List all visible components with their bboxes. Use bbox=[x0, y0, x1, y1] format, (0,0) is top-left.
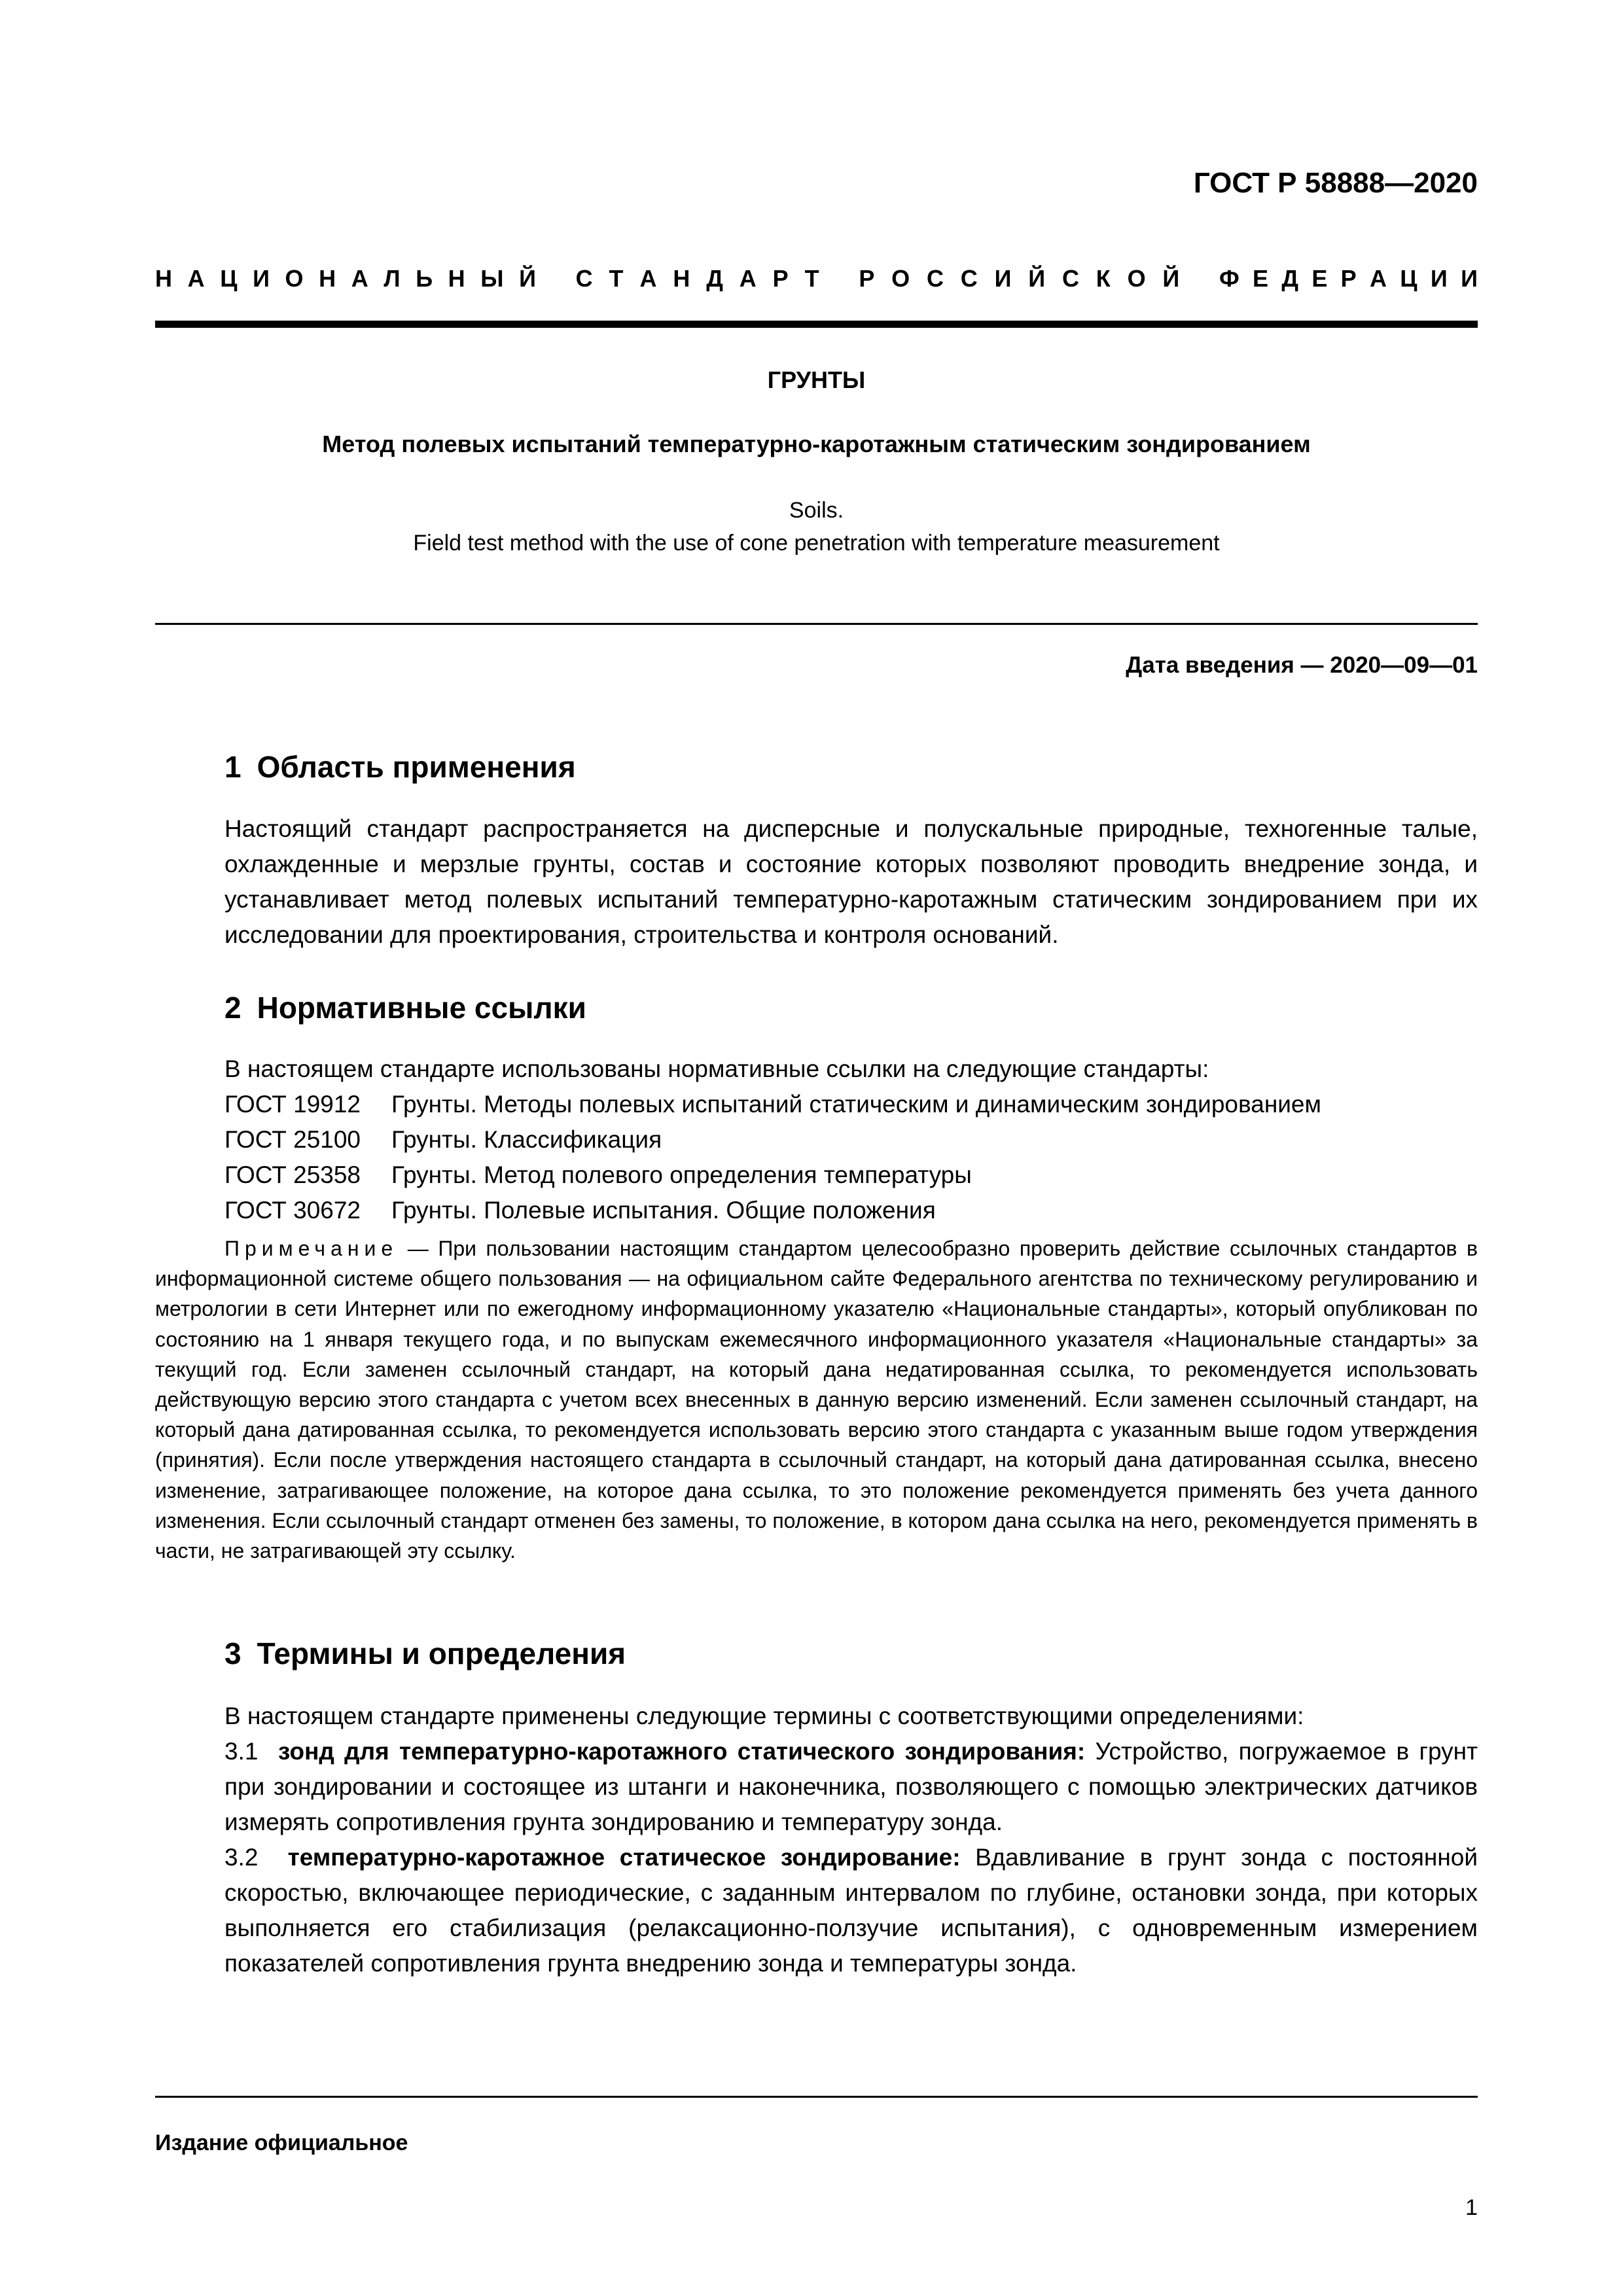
term-definition: Вдавливание в грунт зонда с постоянной скоростью, включающее периодические, с заданным интервалом по глубине, остановки зонда, при которых выполняется его стабилизация (релаксационно-ползучие испытания), с одновременным измерением показателей сопротивления грунта внедрению зонда и температуры зонда. bbox=[224, 1844, 1478, 1977]
introduction-date: Дата введения — 2020—09—01 bbox=[1126, 652, 1478, 678]
section-title: Термины и определения bbox=[257, 1636, 626, 1670]
references-note bbox=[155, 1233, 1478, 1566]
paragraph: Настоящий стандарт распространяется на дисперсные и полускальные природные, техногенные талые, охлажденные и мерзлые грунты, состав и состояние которых позволяют проводить внедрение зонда, и устанавливает метод полевых испытаний температурно-каротажным статическим зондированием при их исследовании для проектирования, строительства и контроля оснований. bbox=[224, 815, 1478, 948]
reference-code: ГОСТ 30672 bbox=[224, 1197, 361, 1224]
term-number: 3.1 bbox=[224, 1738, 259, 1765]
term-definition: Устройство, погружаемое в грунт при зондировании и состоящее из штанги и наконечника, позволяющего с помощью электрических датчиков измерять сопротивления грунта зондированию и температуру зонда. bbox=[224, 1738, 1478, 1835]
section-1-text bbox=[155, 811, 1478, 953]
term-paragraph bbox=[155, 1734, 1478, 1840]
section-number: 2 bbox=[224, 991, 241, 1025]
term-3-1 bbox=[155, 1734, 1478, 1840]
note-label: Примечание bbox=[224, 1237, 399, 1260]
term-paragraph bbox=[155, 1840, 1478, 1981]
national-standard-banner bbox=[155, 265, 1478, 292]
reference-title: Грунты. Полевые испытания. Общие положения bbox=[391, 1197, 936, 1224]
section-title: Нормативные ссылки bbox=[257, 991, 586, 1025]
english-title-line-2: Field test method with the use of cone penetration with temperature measurement bbox=[413, 531, 1220, 556]
official-edition-label: Издание официальное bbox=[155, 2130, 408, 2155]
term-number: 3.2 bbox=[224, 1844, 259, 1871]
reference-item bbox=[224, 1157, 972, 1193]
footer-divider bbox=[155, 2096, 1478, 2098]
banner-word-russian: Р О С С И Й С К О Й bbox=[859, 265, 1180, 292]
term-3-2 bbox=[155, 1840, 1478, 1981]
reference-code: ГОСТ 25100 bbox=[224, 1126, 361, 1153]
banner-word-federation: Ф Е Д Е Р А Ц И И bbox=[1219, 265, 1478, 292]
reference-title: Грунты. Методы полевых испытаний статическим и динамическим зондированием bbox=[391, 1091, 1321, 1118]
section-3-intro: В настоящем стандарте применены следующие термины с соответствующими определениями: bbox=[224, 1703, 1304, 1729]
english-title-line-1: Soils. bbox=[789, 498, 844, 523]
banner-word-standard: С Т А Н Д А Р Т bbox=[575, 265, 819, 292]
reference-item bbox=[224, 1193, 936, 1228]
reference-title: Грунты. Метод полевого определения температуры bbox=[391, 1161, 972, 1188]
term-name: зонд для температурно-каротажного статического зондирования: bbox=[278, 1738, 1086, 1765]
section-3-heading bbox=[224, 1636, 626, 1671]
document-subtitle: Метод полевых испытаний температурно-каротажным статическим зондированием bbox=[322, 431, 1311, 457]
reference-code: ГОСТ 25358 bbox=[224, 1161, 361, 1188]
reference-title: Грунты. Классификация bbox=[391, 1126, 662, 1153]
reference-code: ГОСТ 19912 bbox=[224, 1091, 361, 1118]
reference-item bbox=[224, 1087, 1321, 1122]
header-divider bbox=[155, 321, 1478, 328]
banner-word-national: Н А Ц И О Н А Л Ь Н Ы Й bbox=[155, 265, 536, 292]
title-divider bbox=[155, 623, 1478, 625]
section-number: 3 bbox=[224, 1636, 241, 1670]
reference-item bbox=[224, 1122, 662, 1157]
term-name: температурно-каротажное статическое зондирование: bbox=[287, 1844, 961, 1871]
section-1-heading bbox=[224, 749, 576, 785]
section-number: 1 bbox=[224, 750, 241, 784]
section-2-intro: В настоящем стандарте использованы нормативные ссылки на следующие стандарты: bbox=[224, 1055, 1209, 1082]
note-text: — При пользовании настоящим стандартом целесообразно проверить действие ссылочных стандартов в информационной системе общего пользования — на официальном сайте Федерального агентства по техническому регулированию и метрологии в сети Интернет или по ежегодному информационному указателю «Национальные стандарты», который опубликован по состоянию на 1 января текущего года, и по выпускам ежемесячного информационного указателя «Национальные стандарты» за текущий год. Если заменен ссылочный стандарт, на который дана недатированная ссылка, то рекомендуется использовать действующую версию этого стандарта с учетом всех внесенных в данную версию изменений. Если заменен ссылочный стандарт, на который дана датированная ссылка, то рекомендуется использовать версию этого стандарта с указанным выше годом утверждения (принятия). Если после утверждения настоящего стандарта в ссылочный стандарт, на который дана датированная ссылка, внесено изменение, затрагивающее положение, на которое дана ссылка, то это положение рекомендуется применять без учета данного изменения. Если ссылочный стандарт отменен без замены, то положение, в котором дана ссылка на него, рекомендуется применять в части, не затрагивающей эту ссылку. bbox=[155, 1237, 1478, 1563]
document-title: ГРУНТЫ bbox=[767, 366, 866, 393]
page-number: 1 bbox=[1465, 2195, 1478, 2220]
gost-number: ГОСТ Р 58888—2020 bbox=[1193, 167, 1478, 199]
section-2-heading bbox=[224, 990, 586, 1025]
section-title: Область применения bbox=[257, 750, 576, 784]
